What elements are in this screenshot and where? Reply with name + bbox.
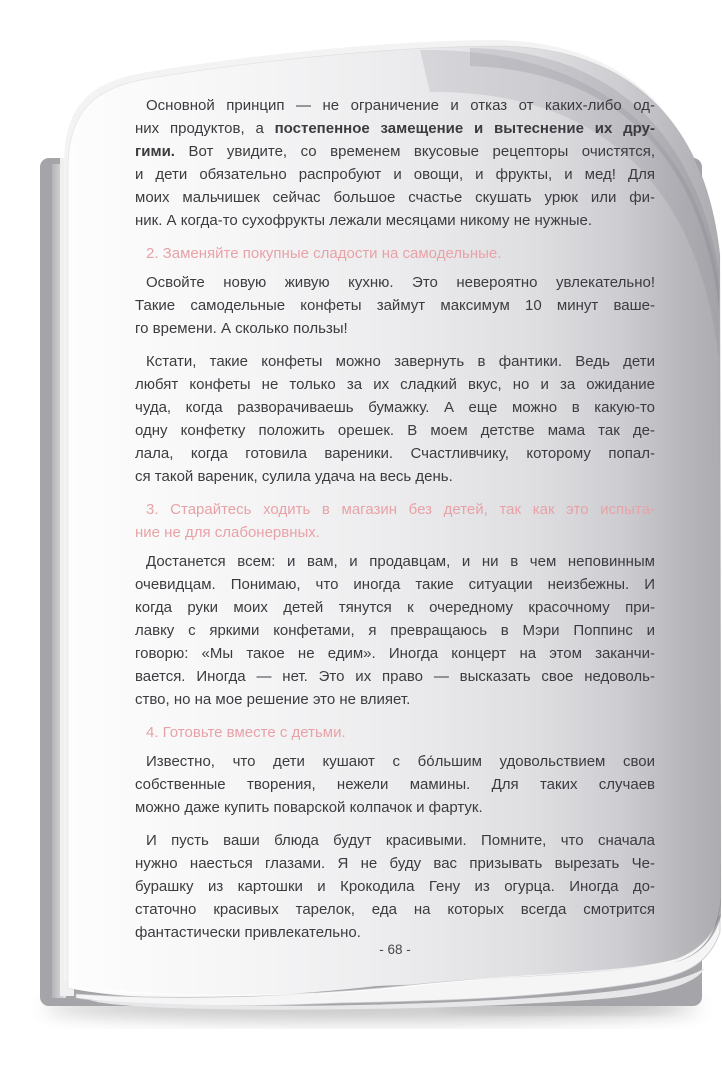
text-line: лала, когда готовила вареники. Счастливчику, которому попал- [135, 445, 655, 462]
text-line: фантастически привлекательно. [135, 924, 361, 941]
text-line: 2. Заменяйте покупные сладости на самодельные. [146, 245, 502, 262]
text-line: 3. Старайтесь ходить в магазин без детей, так как это испыта- [146, 501, 655, 518]
text-line: нужно наесться глазами. Я не буду вас призывать вырезать Че- [135, 855, 655, 872]
text-line: когда руки моих детей тянутся к очередному красочному при- [135, 599, 655, 616]
paragraph [135, 350, 655, 488]
text-line: Такие самодельные конфеты займут максимум 10 минут ваше- [135, 297, 655, 314]
text-line: гими. Вот увидите, со временем вкусовые рецепторы очистятся, [135, 143, 655, 160]
paragraph [135, 271, 655, 340]
text-line: ние не для слабонервных. [135, 524, 320, 541]
text-line: них продуктов, а постепенное замещение и вытеснение их дру- [135, 120, 655, 137]
text-line: лавку с яркими конфетами, я превращаюсь в Мэри Поппинс и [135, 622, 655, 639]
text-line: говорю: «Мы такое не едим». Иногда концерт на этом заканчи- [135, 645, 655, 662]
text-line: Освойте новую живую кухню. Это невероятно увлекательно! [146, 274, 655, 291]
paragraph [135, 94, 655, 232]
text-line: одну конфетку положить орешек. В моем детстве мама так де- [135, 422, 655, 439]
text-line: И пусть ваши блюда будут красивыми. Помните, что сначала [146, 832, 655, 849]
text-line: Основной принцип — не ограничение и отказ от каких-либо од- [146, 97, 655, 114]
text-line: и дети обязательно распробуют и овощи, и фрукты, и мед! Для [135, 166, 655, 183]
text-line: ство, но на мое решение это не влияет. [135, 691, 411, 708]
page-number: - 68 - [379, 942, 411, 957]
text-line: очевидцам. Понимаю, что иногда такие ситуации неизбежны. И [135, 576, 655, 593]
text-line: ник. А когда-то сухофрукты лежали месяцами никому не нужные. [135, 212, 593, 229]
text-line: любят конфеты не только за их сладкий вкус, но и за ожидание [135, 376, 655, 393]
text-line: собственные творения, нежели мамины. Для таких случаев [135, 776, 655, 793]
text-line: вается. Иногда — нет. Это их право — высказать свое недоволь- [135, 668, 655, 685]
section-heading [135, 242, 655, 265]
text-line: го времени. А сколько пользы! [135, 320, 348, 337]
text-line: бурашку из картошки и Крокодила Гену из огурца. Иногда до- [135, 878, 655, 895]
paragraph [135, 550, 655, 711]
text-line: Кстати, такие конфеты можно завернуть в фантики. Ведь дети [146, 353, 655, 370]
text-line: моих мальчишек сейчас большое счастье скушать урюк или фи- [135, 189, 655, 206]
section-heading [135, 721, 655, 744]
text-line: чуда, когда разворачиваешь бумажку. А еще можно в какую-то [135, 399, 655, 416]
paragraph [135, 750, 655, 819]
section-heading [135, 498, 655, 544]
text-line: ся такой вареник, сулила удача на весь день. [135, 468, 453, 485]
text-line: Достанется всем: и вам, и продавцам, и ни в чем неповинным [146, 553, 655, 570]
page-text [135, 94, 655, 954]
text-line: Известно, что дети кушают с бо́льшим удовольствием свои [146, 753, 655, 770]
paragraph [135, 829, 655, 944]
text-line: можно даже купить поварской колпачок и фартук. [135, 799, 483, 816]
text-line: статочно красивых тарелок, еда на которых всегда смотрится [135, 901, 655, 918]
text-line: 4. Готовьте вместе с детьми. [146, 724, 346, 741]
